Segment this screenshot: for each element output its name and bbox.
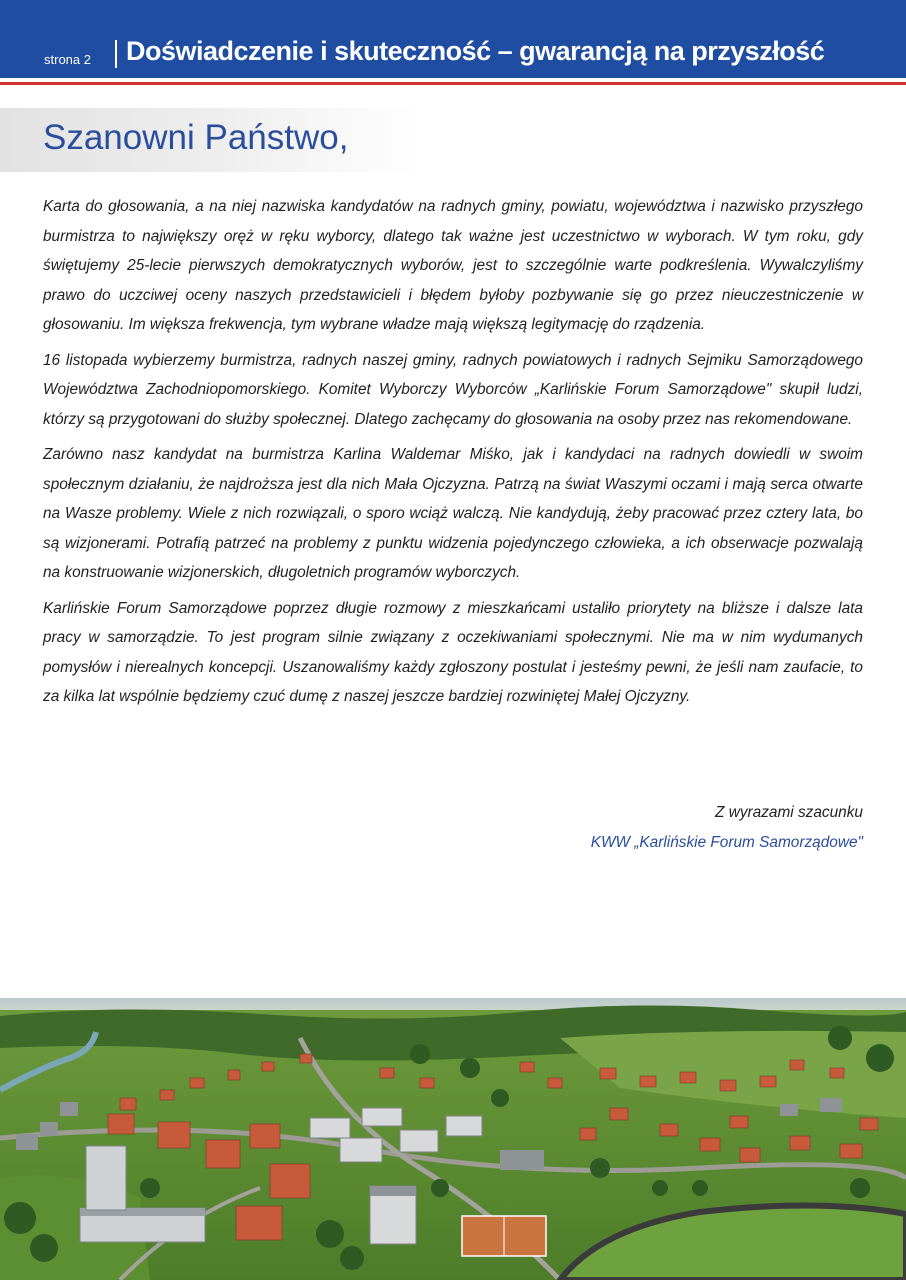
aerial-town-photo — [0, 998, 906, 1280]
paragraph: 16 listopada wybierzemy burmistrza, radnych naszej gminy, radnych powiatowych i radnych Sejmiku Samorządowego Województwa Zachodniopomorskiego. Komitet Wyborczy Wyborców „Karlińskie Forum Samorządowe" skupił ludzi, którzy są przygotowani do służby społecznej. Dlatego zachęcamy do głosowania na osoby przez nas rekomendowane. — [43, 351, 863, 428]
page-title: Doświadczenie i skuteczność – gwarancją na przyszłość — [126, 36, 825, 66]
signature-closing: Z wyrazami szacunku — [715, 804, 863, 821]
greeting-heading: Szanowni Państwo, — [43, 118, 349, 157]
header-bar — [0, 0, 906, 78]
letter-body — [43, 192, 863, 718]
signature-block — [591, 798, 863, 858]
paragraph: Zarówno nasz kandydat na burmistrza Karlina Waldemar Miśko, jak i kandydaci na radnych dowiedli w swoim społecznym działaniu, że najdroższa jest dla nich Mała Ojczyzna. Patrzą na świat Waszymi oczami i mają serca otwarte na Wasze problemy. Wiele z nich rozwiązali, o sporo wciąż walczą. Nie kandydują, żeby pracować przez cztery lata, bo są wizjonerami. Potrafią patrzeć na problemy z punktu widzenia pojedynczego człowieka, a ich obserwacje pozwalają na konstruowanie wizjonerskich, długoletnich programów wyborczych. — [43, 446, 863, 581]
header-stripe-red — [0, 82, 906, 85]
paragraph: Karta do głosowania, a na niej nazwiska kandydatów na radnych gminy, powiatu, województwa i nazwisko przyszłego burmistrza to największy oręż w ręku wyborcy, dlatego tak ważne jest uczestnictwo w wyborach. W tym roku, gdy świętujemy 25-lecie pierwszych demokratycznych wyborów, jest to szczególnie warte podkreślenia. Wywalczyliśmy prawo do uczciwej oceny naszych przedstawicieli i błędem byłoby pozbywanie się go przez nieuczestniczenie w głosowaniu. Im większa frekwencja, tym wybrane władze mają większą legitymację do rządzenia. — [43, 198, 863, 333]
page-number: strona 2 — [44, 52, 91, 67]
signature-committee: KWW „Karlińskie Forum Samorządowe" — [590, 834, 863, 851]
paragraph: Karlińskie Forum Samorządowe poprzez długie rozmowy z mieszkańcami ustaliło priorytety na bliższe i dalsze lata pracy w samorządzie. To jest program silnie związany z oczekiwaniami społecznymi. Nie ma w nim wydumanych pomysłów i nierealnych koncepcji. Uszanowaliśmy każdy zgłoszony postulat i jesteśmy pewni, że jeśli nam zaufacie, to za kilka lat wspólnie będziemy czuć dumę z naszej jeszcze bardziej rozwiniętej Małej Ojczyzny. — [43, 599, 863, 705]
header-divider — [115, 40, 117, 68]
